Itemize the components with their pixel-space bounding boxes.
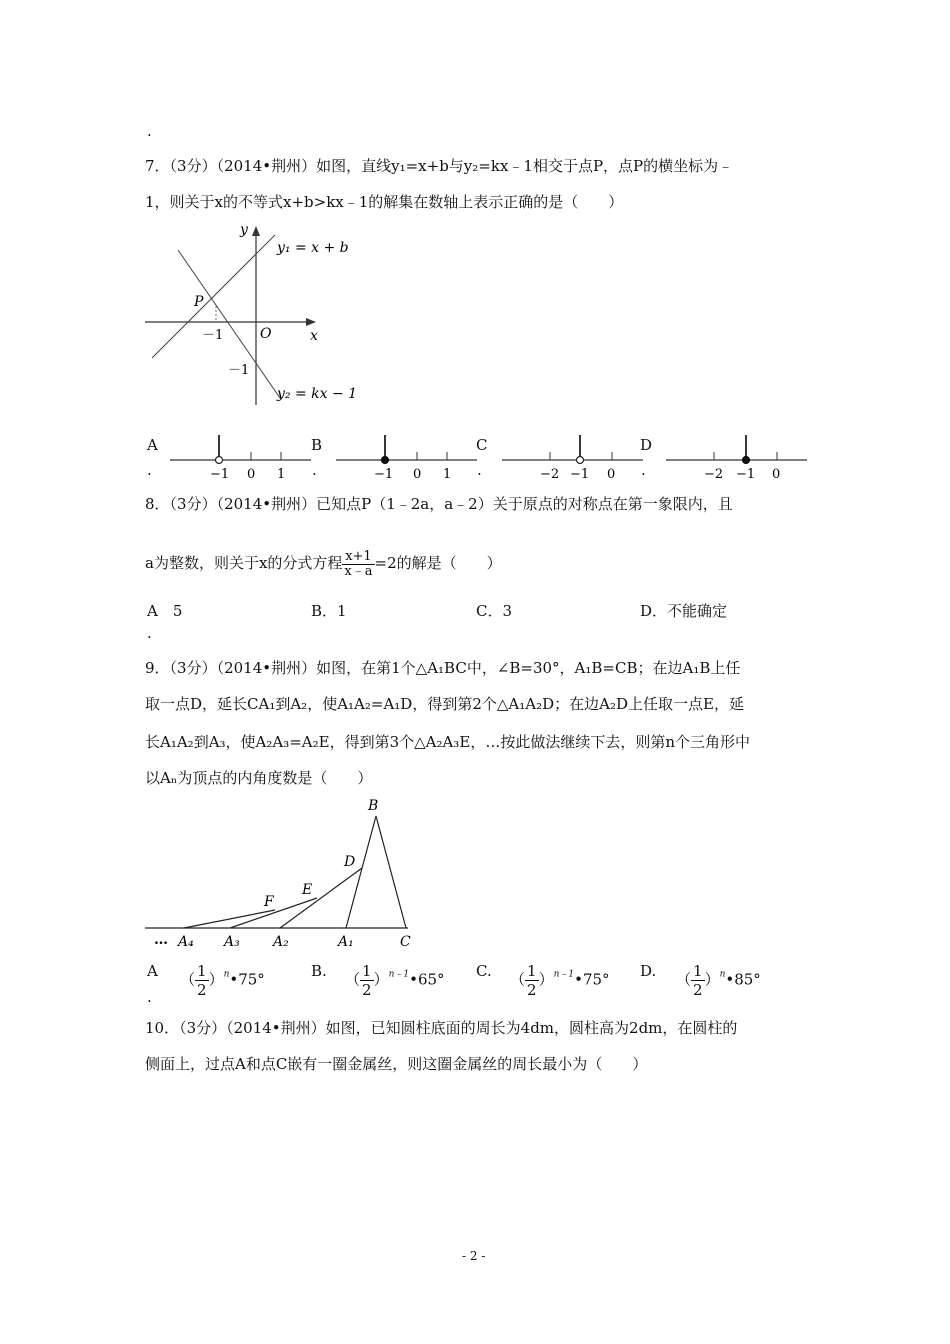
exponent: n﹣1 (553, 969, 575, 980)
label-c: C (400, 934, 411, 950)
q8-line-2-post: =2的解是（ ） (374, 554, 502, 572)
q7-option-c-numberline (500, 432, 645, 482)
q9-option-a-dot: . (147, 988, 152, 1006)
y-tick-label: －1 (228, 363, 250, 378)
q9-line-4: 以Aₙ为顶点的内角度数是（ ） (145, 769, 373, 787)
label-e: E (302, 882, 313, 898)
tick-label: −1 (570, 467, 590, 482)
q9-option-d-letter: D. (640, 962, 657, 980)
q7-option-a-numberline (168, 432, 313, 482)
tail: •75° (229, 970, 265, 989)
top-dot: . (147, 122, 152, 140)
numerator: 1 (362, 962, 372, 980)
q7-option-a-letter: A (147, 436, 158, 454)
q8-line-2-pre: a为整数，则关于x的分式方程 (145, 554, 343, 572)
q8-fraction (342, 550, 374, 579)
exponent: n﹣1 (388, 969, 410, 980)
denominator: 2 (197, 981, 207, 999)
label-dots: … (154, 932, 168, 948)
q8-fraction-numerator: x+1 (342, 550, 374, 565)
label-a3: A₃ (224, 934, 240, 950)
denominator: 2 (362, 981, 372, 999)
tail: •75° (574, 970, 610, 989)
tick-label: 1 (277, 467, 286, 482)
q9-option-c-expr: （ $\frac{1}{2}$ ）$^{n﹣1}$•75° (510, 962, 610, 999)
tick-label: −1 (374, 467, 394, 482)
q8-line-1: 8．（3分）（2014•荆州）已知点P（1﹣2a，a﹣2）关于原点的对称点在第一象限内，且 (145, 495, 733, 513)
label-a2: A₂ (273, 934, 289, 950)
q8-option-c: C．3 (476, 602, 513, 620)
q9-option-b-letter: B. (311, 962, 327, 980)
q9-option-a-expr: （ $\frac{1}{2}$ ）$^n$•75° (180, 962, 265, 999)
q10-line-1: 10．（3分）（2014•荆州）如图，已知圆柱底面的周长为4dm，圆柱高为2dm，在圆柱的 (145, 1019, 738, 1037)
q9-triangle-figure (140, 796, 430, 956)
q7-line-2: 1，则关于x的不等式x+b>kx﹣1的解集在数轴上表示正确的是（ ） (145, 193, 624, 211)
tick-label: 0 (413, 467, 422, 482)
q9-line-1: 9．（3分）（2014•荆州）如图，在第1个△A₁BC中，∠B=30°，A₁B=CB；在边A₁B上任 (145, 659, 741, 677)
q7-option-b-dot: . (312, 461, 317, 479)
page-number: - 2 - (462, 1249, 486, 1263)
tick-label: −2 (540, 467, 560, 482)
line1-label: y₁ = x + b (277, 240, 349, 256)
q8-option-dot: . (147, 624, 152, 642)
numerator: 1 (527, 962, 537, 980)
q9-option-d-expr: （ $\frac{1}{2}$ ）$^n$•85° (676, 962, 761, 999)
tail: •85° (725, 970, 761, 989)
q7-coordinate-graph (140, 220, 370, 410)
numerator: 1 (693, 962, 703, 980)
q7-option-c-dot: . (477, 461, 482, 479)
q10-line-2: 侧面上，过点A和点C嵌有一圈金属丝，则这圈金属丝的周长最小为（ ） (145, 1055, 648, 1073)
tail: •65° (409, 970, 445, 989)
exponent: n (223, 969, 230, 980)
label-a4: A₄ (178, 934, 194, 950)
q9-option-d-frac (691, 962, 705, 999)
q8-option-d: D．不能确定 (640, 602, 728, 620)
tick-label: −1 (736, 467, 756, 482)
q7-option-d-numberline (664, 432, 809, 482)
tick-label: −2 (704, 467, 724, 482)
q7-option-a-dot: . (147, 461, 152, 479)
q9-line-2: 取一点D，延长CA₁到A₂，使A₁A₂=A₁D，得到第2个△A₁A₂D；在边A₂D上任取一点E，延 (145, 695, 744, 713)
tick-label: 0 (607, 467, 616, 482)
y-axis-label: y (240, 222, 248, 238)
q7-option-c-letter: C (476, 436, 488, 454)
q8-line-2 (145, 543, 502, 583)
point-p-label: P (194, 294, 204, 310)
q9-option-b-expr: （ $\frac{1}{2}$ ）$^{n﹣1}$•65° (345, 962, 445, 999)
denominator: 2 (693, 981, 703, 999)
q9-option-b-frac (360, 962, 374, 999)
exponent: n (719, 969, 726, 980)
q8-option-b: B．1 (311, 602, 347, 620)
q7-option-b-numberline (334, 432, 479, 482)
q9-option-c-letter: C. (476, 962, 492, 980)
x-axis-label: x (310, 328, 318, 344)
q9-line-3: 长A₁A₂到A₃，使A₂A₃=A₂E，得到第3个△A₂A₃E，…按此做法继续下去，则第n个三角形中 (145, 733, 750, 751)
origin-label: O (260, 326, 272, 342)
q8-fraction-denominator: x﹣a (344, 563, 373, 579)
label-a1: A₁ (338, 934, 354, 950)
tick-label: −1 (210, 467, 230, 482)
label-f: F (264, 894, 274, 910)
tick-label: 0 (772, 467, 781, 482)
label-d: D (344, 854, 356, 870)
q8-option-a: A 5 (147, 602, 183, 620)
q7-option-d-dot: . (641, 461, 646, 479)
denominator: 2 (527, 981, 537, 999)
q7-line-1: 7．（3分）（2014•荆州）如图，直线y₁=x+b与y₂=kx﹣1相交于点P，点P的横坐标为﹣ (145, 157, 734, 175)
q7-option-d-letter: D (640, 436, 653, 454)
x-tick-label: －1 (202, 328, 224, 343)
tick-label: 1 (443, 467, 452, 482)
q9-option-c-frac (525, 962, 539, 999)
tick-label: 0 (247, 467, 256, 482)
line2-label: y₂ = kx − 1 (277, 386, 358, 402)
q9-option-a-letter: A (147, 962, 158, 980)
q7-option-b-letter: B (311, 436, 323, 454)
q9-option-a-frac (195, 962, 209, 999)
numerator: 1 (197, 962, 207, 980)
label-b: B (368, 798, 379, 814)
